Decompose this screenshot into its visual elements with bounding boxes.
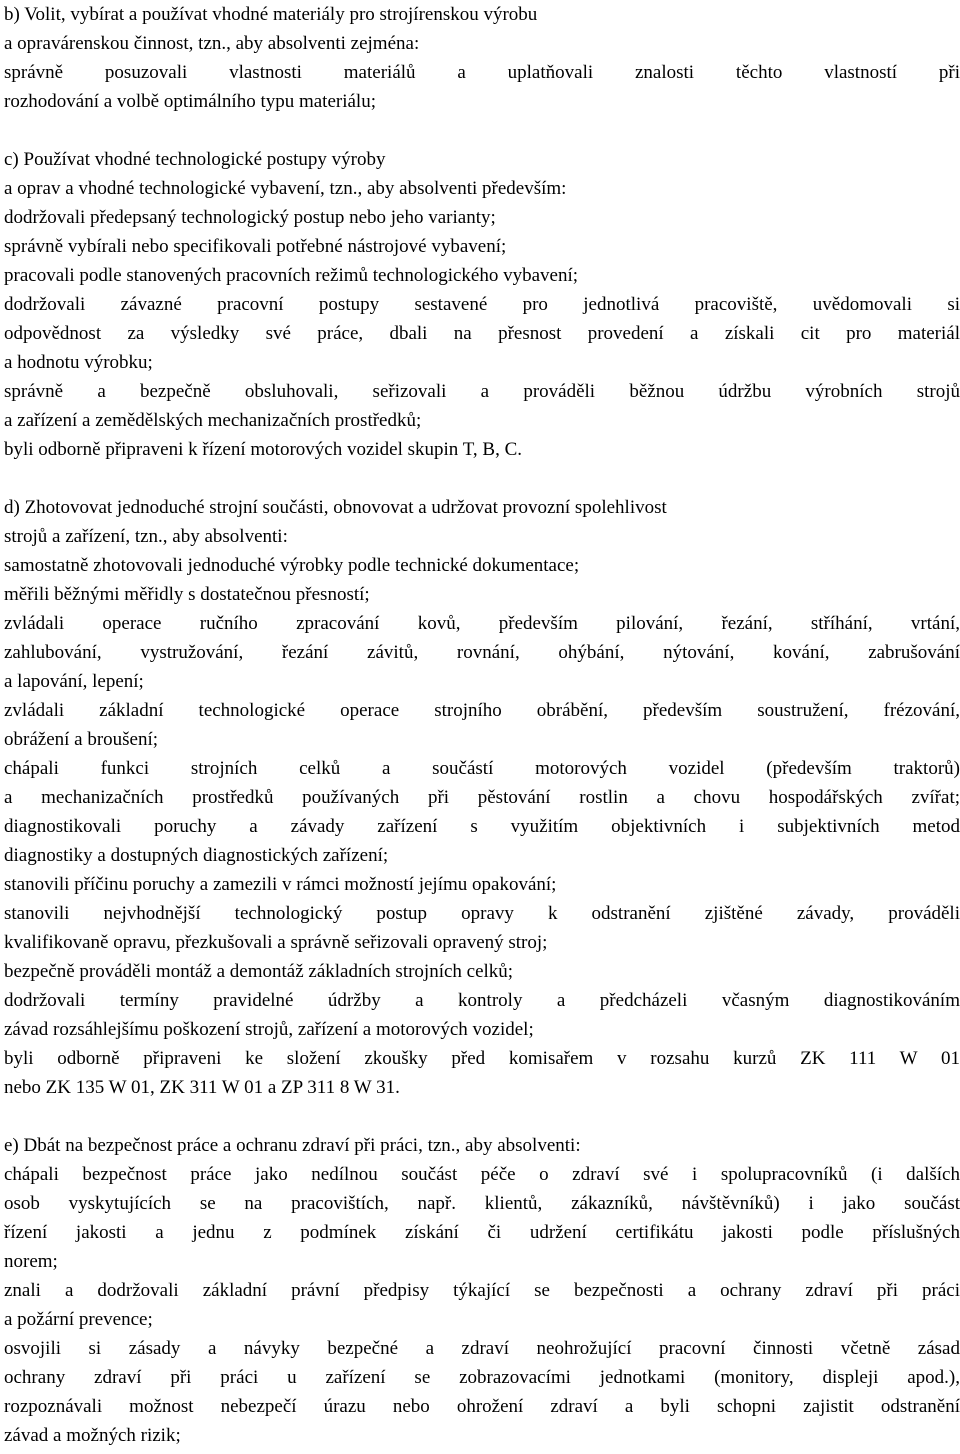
section-d-line: nebo ZK 135 W 01, ZK 311 W 01 a ZP 311 8 W 31. — [4, 1077, 400, 1098]
section-d-line: zvládali základní technologické operace strojního obrábění, především soustružení, frézování, — [4, 700, 960, 721]
section-e-line: závad a možných rizik; — [4, 1425, 181, 1446]
section-d-line: a mechanizačních prostředků používaných při pěstování rostlin a chovu hospodářských zvířat; — [4, 787, 960, 808]
section-d — [4, 493, 960, 1102]
section-e-line: znali a dodržovali základní právní předpisy týkající se bezpečnosti a ochrany zdraví při práci — [4, 1280, 960, 1301]
section-b-item-line-2: rozhodování a volbě optimálního typu materiálu; — [4, 91, 376, 112]
section-e — [4, 1131, 960, 1450]
section-gap — [4, 116, 960, 145]
section-e-line: a požární prevence; — [4, 1309, 153, 1330]
section-d-line: dodržovali termíny pravidelné údržby a kontroly a předcházeli včasným diagnostikováním — [4, 990, 960, 1011]
section-c-line: dodržovali předepsaný technologický postup nebo jeho varianty; — [4, 207, 496, 228]
section-e-line: osvojili si zásady a návyky bezpečné a zdraví neohrožující pracovní činnosti včetně zásad — [4, 1338, 960, 1359]
section-c-line: dodržovali závazné pracovní postupy sestavené pro jednotlivá pracoviště, uvědomovali si — [4, 294, 960, 315]
section-d-line: a lapování, lepení; — [4, 671, 144, 692]
section-e-heading-line-1: e) Dbát na bezpečnost práce a ochranu zdraví při práci, tzn., aby absolventi: — [4, 1135, 581, 1156]
section-d-heading-line-2: strojů a zařízení, tzn., aby absolventi: — [4, 526, 288, 547]
section-c — [4, 145, 960, 464]
section-c-heading-line-1: c) Používat vhodné technologické postupy výroby — [4, 149, 386, 170]
section-gap — [4, 1102, 960, 1131]
section-c-line: byli odborně připraveni k řízení motorových vozidel skupin T, B, C. — [4, 439, 523, 460]
section-c-line: odpovědnost za výsledky své práce, dbali na přesnost provedení a získali cit pro materiál — [4, 323, 960, 344]
document-page — [4, 0, 960, 1450]
section-d-line: stanovili příčinu poruchy a zamezili v rámci možností jejímu opakování; — [4, 874, 557, 895]
section-b-heading-line-2: a opravárenskou činnost, tzn., aby absolventi zejména: — [4, 33, 420, 54]
section-d-line: samostatně zhotovovali jednoduché výrobky podle technické dokumentace; — [4, 555, 580, 576]
section-c-line: správně vybírali nebo specifikovali potřebné nástrojové vybavení; — [4, 236, 507, 257]
section-d-line: diagnostikovali poruchy a závady zařízení s využitím objektivních i subjektivních metod — [4, 816, 960, 837]
section-d-heading-line-1: d) Zhotovovat jednoduché strojní součásti, obnovovat a udržovat provozní spolehlivost — [4, 497, 667, 518]
section-d-line: stanovili nejvhodnější technologický postup opravy k odstranění zjištěné závady, prováděli — [4, 903, 960, 924]
section-gap — [4, 464, 960, 493]
section-d-line: obrážení a broušení; — [4, 729, 159, 750]
section-c-line: správně a bezpečně obsluhovali, seřizovali a prováděli běžnou údržbu výrobních strojů — [4, 381, 960, 402]
section-d-line: měřili běžnými měřidly s dostatečnou přesností; — [4, 584, 370, 605]
section-c-line: pracovali podle stanovených pracovních režimů technologického vybavení; — [4, 265, 579, 286]
section-c-line: a hodnotu výrobku; — [4, 352, 153, 373]
section-e-line: chápali bezpečnost práce jako nedílnou součást péče o zdraví své i spolupracovníků (i dalších — [4, 1164, 960, 1185]
section-d-line: chápali funkci strojních celků a součástí motorových vozidel (především traktorů) — [4, 758, 960, 779]
section-d-line: kvalifikovaně opravu, přezkušovali a správně seřizovali opravený stroj; — [4, 932, 548, 953]
section-d-line: závad rozsáhlejšímu poškození strojů, zařízení a motorových vozidel; — [4, 1019, 534, 1040]
section-e-line: rozpoznávali možnost nebezpečí úrazu nebo ohrožení zdraví a byli schopni zajistit odstranění — [4, 1396, 960, 1417]
section-c-heading-line-2: a oprav a vhodné technologické vybavení, tzn., aby absolventi především: — [4, 178, 567, 199]
section-b-item-line-1: správně posuzovali vlastnosti materiálů a uplatňovali znalosti těchto vlastností při — [4, 62, 960, 83]
section-e-line: osob vyskytujících se na pracovištích, např. klientů, zákazníků, návštěvníků) i jako součást — [4, 1193, 960, 1214]
section-d-line: diagnostiky a dostupných diagnostických zařízení; — [4, 845, 389, 866]
section-d-line: zvládali operace ručního zpracování kovů, především pilování, řezání, stříhání, vrtání, — [4, 613, 960, 634]
section-e-line: ochrany zdraví při práci u zařízení se zobrazovacími jednotkami (monitory, displeji apod.), — [4, 1367, 960, 1388]
section-d-line: bezpečně prováděli montáž a demontáž základních strojních celků; — [4, 961, 514, 982]
section-b — [4, 0, 960, 116]
section-c-line: a zařízení a zemědělských mechanizačních prostředků; — [4, 410, 422, 431]
section-d-line: byli odborně připraveni ke složení zkoušky před komisařem v rozsahu kurzů ZK 111 W 01 — [4, 1048, 960, 1069]
section-e-line: norem; — [4, 1251, 58, 1272]
section-e-line: řízení jakosti a jednu z podmínek získání či udržení certifikátu jakosti podle příslušných — [4, 1222, 960, 1243]
section-d-line: zahlubování, vystružování, řezání závitů, rovnání, ohýbání, nýtování, kování, zabrušování — [4, 642, 960, 663]
section-b-heading-line-1: b) Volit, vybírat a používat vhodné materiály pro strojírenskou výrobu — [4, 4, 538, 25]
